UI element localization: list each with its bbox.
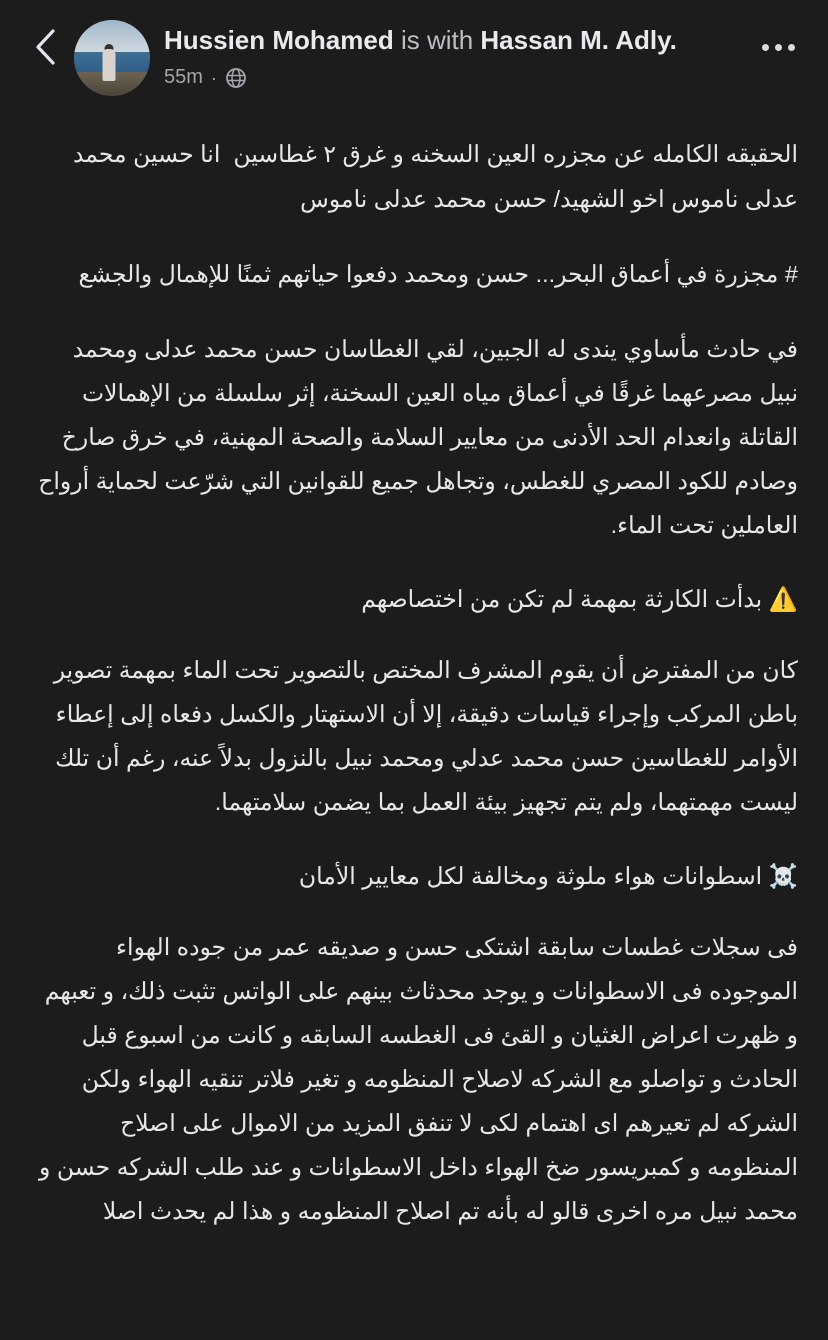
avatar-person-body: [102, 49, 115, 81]
post-title-line: [164, 24, 750, 57]
more-options-button[interactable]: [750, 18, 806, 76]
post-author-block: [164, 18, 750, 89]
post-meta: [164, 66, 750, 89]
avatar[interactable]: [74, 20, 150, 96]
globe-icon[interactable]: [225, 67, 247, 89]
author-name[interactable]: Hussien Mohamed: [164, 25, 394, 55]
chevron-left-icon: [32, 27, 58, 67]
post-content: [0, 106, 828, 1263]
meta-separator: ·: [210, 67, 217, 88]
post-paragraph: في حادث مأساوي يندى له الجبين، لقي الغطاسان حسن محمد عدلى ومحمد نبيل مصرعهما غرقًا في أعماق مياه العين السخنة، إثر سلسلة من الإهمالات القاتلة وانعدام الحد الأدنى من معايير السلامة والصحة المهنية، في خرق صارخ وصادم للكود المصري للغطس، وتجاهل جميع للقوانين التي شرّعت لحماية أرواح العاملين تحت الماء.: [31, 336, 798, 538]
ellipsis-icon: [762, 44, 795, 51]
post-paragraph: كان من المفترض أن يقوم المشرف المختص بالتصوير تحت الماء بمهمة تصوير باطن المركب وإجراء قياسات دقيقة، إلا أن الاستهتار والكسل دفعاه إلى إعطاء الأوامر للغطاسين حسن محمد عدلي ومحمد نبيل بالنزول بدلاً عنه، رغم أن تلك ليست مهمتهما، ولم يتم تجهيز بيئة العمل بما يضمن سلامتهما.: [47, 657, 798, 815]
back-button[interactable]: [22, 18, 68, 76]
timestamp[interactable]: 55m: [164, 66, 203, 88]
post-paragraph: الحقيقه الكامله عن مجزره العين السخنه و غرق ٢ غطاسين انا حسين محمد عدلى ناموس اخو الشهيد/ حسن محمد عدلى ناموس: [66, 141, 798, 212]
post-header: [0, 0, 828, 106]
post-paragraph: فى سجلات غطسات سابقة اشتكى حسن و صديقه عمر من جوده الهواء الموجوده فى الاسطوانات و يوجد محدثاث بينهم على الواتس تثبت ذلك، و تعبهم و ظهرت اعراض الغثيان و القئ فى الغطسه السابقه و كانت من اسبوع قبل الحادث و تواصلو مع الشركه لاصلاح المنظومه و تغير فلاتر تنقيه الهواء ولكن الشركه لم تعيرهم اى اهتمام لكى لا تنفق المزيد من الاموال على اصلاح المنظومه و كمبريسور ضخ الهواء داخل الاسطوانات و عند طلب الشركه حسن و محمد نبيل مره اخرى قالو له بأنه تم اصلاح المنظومه و هذا لم يحدث اصلا: [32, 934, 798, 1224]
tagged-person[interactable]: Hassan M. Adly.: [480, 25, 677, 55]
post-paragraph-skull: ☠️ اسطوانات هواء ملوثة ومخالفة لكل معايير الأمان: [298, 863, 798, 889]
post-paragraph: # مجزرة في أعماق البحر... حسن ومحمد دفعوا حياتهم ثمنًا للإهمال والجشع: [78, 261, 798, 287]
with-connector: is with: [393, 25, 481, 55]
post-paragraph-warning: ⚠️ بدأت الكارثة بمهمة لم تكن من اختصاصهم: [361, 586, 798, 612]
